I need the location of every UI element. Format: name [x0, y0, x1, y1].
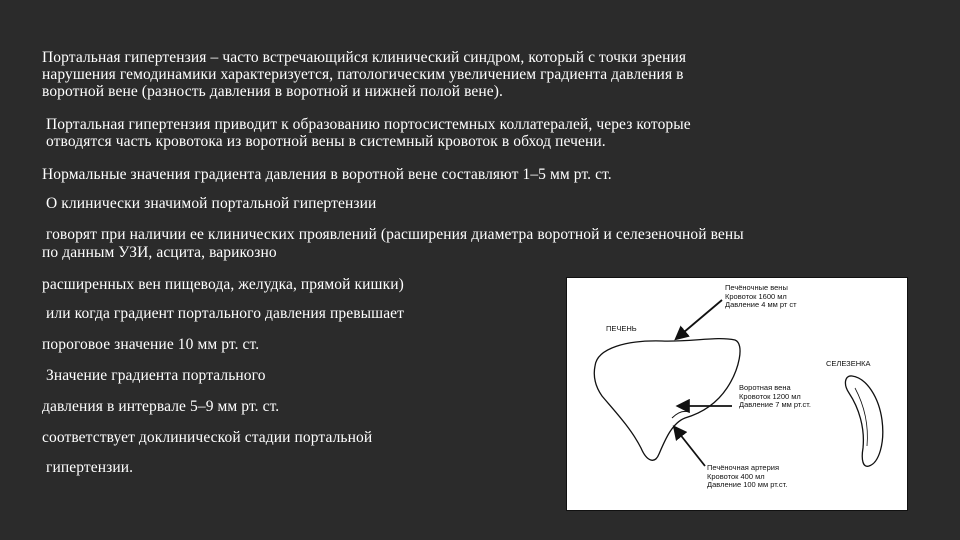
spleen-label: СЕЛЕЗЕНКА [826, 359, 871, 368]
text-line: или когда градиент портального давления превышает [46, 305, 405, 322]
spleen-inner-line [855, 388, 867, 446]
label-line: Давление 100 мм рт.ст. [707, 480, 788, 489]
text-line: отводятся часть кровотока из воротной вены в системный кровоток в обход печени. [46, 133, 606, 150]
text-line: Портальная гипертензия – часто встречающийся клинический синдром, который с точки зрения [42, 49, 687, 66]
text-line: нарушения гемодинамики характеризуется, патологическим увеличением градиента давления в [42, 66, 684, 83]
text-line: Портальная гипертензия приводит к образованию портосистемных коллатералей, через которые [46, 116, 691, 133]
text-line: давления в интервале 5–9 мм рт. ст. [42, 398, 280, 415]
label-line: Давление 7 мм рт.ст. [739, 400, 811, 409]
paragraph-normal-values: Нормальные значения градиента давления в воротной вене составляют 1–5 мм рт. ст. [42, 166, 612, 183]
paragraph-portal-hypertension-definition [42, 49, 686, 100]
text-line: воротной вене (разность давления в воротной и нижней полой вене). [42, 83, 504, 100]
text-line: пороговое значение 10 мм рт. ст. [42, 336, 260, 353]
text-line: по данным УЗИ, асцита, варикозно [42, 244, 277, 261]
paragraph-collaterals [46, 116, 691, 150]
text-line: О клинически значимой портальной гипертензии [46, 195, 377, 212]
label-line: Давление 4 мм рт ст [725, 300, 797, 309]
hepatic-veins-label [725, 284, 797, 310]
text-line: расширенных вен пищевода, желудка, прямой кишки) [42, 276, 404, 293]
label-line: Кровоток 1600 мл [725, 291, 787, 301]
label-line: Печёночные вены [725, 283, 788, 292]
label-line: Кровоток 400 мл [707, 471, 765, 481]
label-line: Печёночная артерия [707, 463, 780, 472]
liver-blood-flow-diagram [566, 277, 908, 511]
liver-shape [594, 339, 740, 461]
label-line: Кровоток 1200 мл [739, 391, 801, 401]
text-line: говорят при наличии ее клинических проявлений (расширения диаметра воротной и селезеночной вены [46, 226, 744, 243]
hepatic-veins-arrow [677, 300, 722, 338]
liver-label: ПЕЧЕНЬ [606, 324, 637, 333]
hepatic-artery-label [707, 464, 787, 490]
text-line: соответствует доклинической стадии портальной [42, 429, 373, 446]
text-line: гипертензии. [46, 459, 134, 476]
hepatic-artery-arrow [675, 428, 705, 466]
label-line: Воротная вена [739, 383, 791, 392]
text-line: Значение градиента портального [46, 367, 266, 384]
spleen-shape [845, 376, 882, 466]
portal-vein-label [739, 384, 811, 410]
